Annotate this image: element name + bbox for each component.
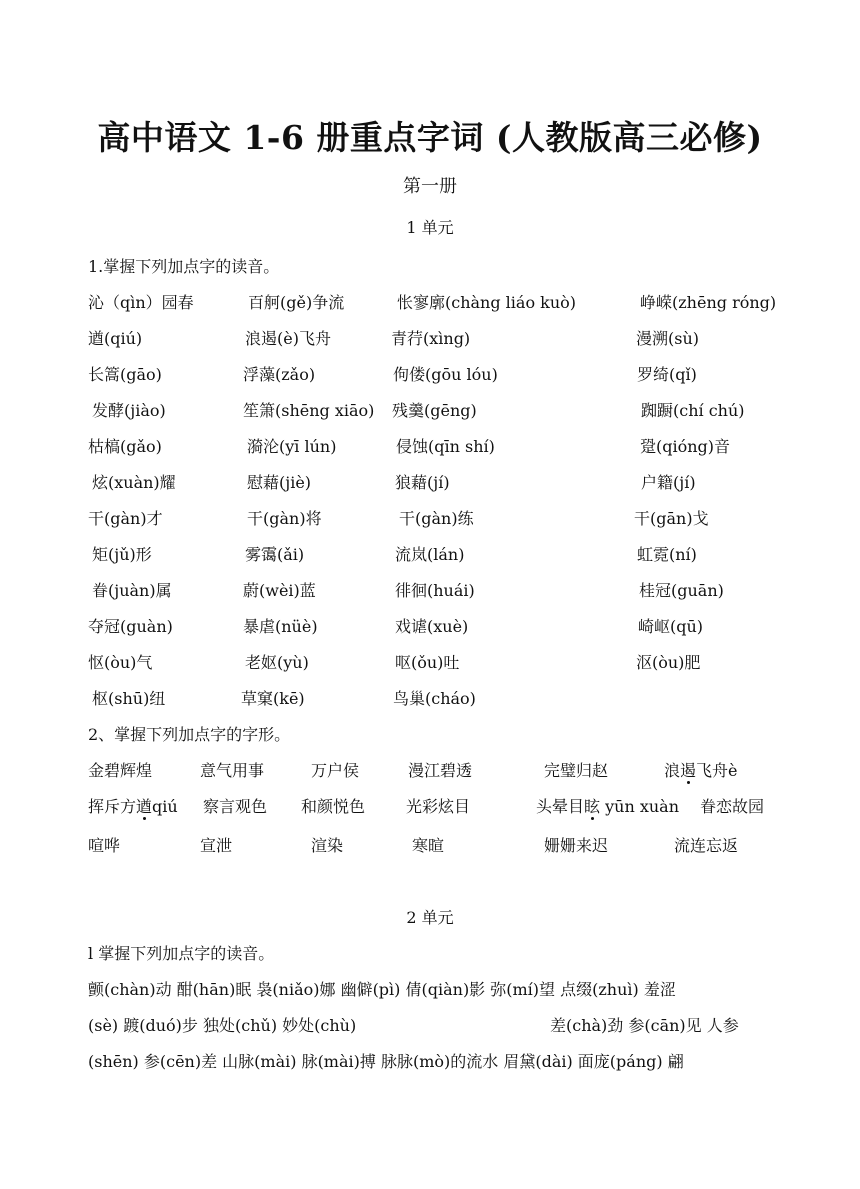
emphasis-dot-char: 眩 — [584, 797, 601, 816]
word-cell: 察言观色 — [203, 797, 268, 816]
word-cell: 干(gàn)练 — [399, 509, 474, 528]
word-cell: 戏谑(xuè) — [395, 617, 469, 636]
word-cell: 漫溯(sù) — [636, 329, 700, 348]
word-cell: 万户侯 — [311, 761, 360, 780]
word-cell: 暴虐(nüè) — [243, 617, 318, 636]
unit1-section1-heading: 1.掌握下列加点字的读音。 — [88, 257, 280, 276]
word-cell: 佝偻(gōu lóu) — [393, 365, 498, 384]
book-label: 第一册 — [403, 176, 457, 197]
glyph-row — [88, 833, 788, 857]
text-line: 颤(chàn)动 酣(hān)眠 袅(niǎo)娜 幽僻(pì) 倩(qiàn)影 弥(mí)望 点缀(zhuì) 羞涩 — [88, 980, 676, 999]
word-cell: 户籍(jí) — [641, 473, 696, 492]
pronunciation-row — [88, 362, 788, 386]
pronunciation-row — [88, 506, 788, 530]
word-cell: 残羹(gēng) — [392, 401, 477, 420]
word-cell: 侵蚀(qīn shí) — [396, 437, 495, 456]
word-cell: 徘徊(huái) — [395, 581, 475, 600]
word-cell: 百舸(gě)争流 — [248, 293, 345, 312]
word-cell: 流连忘返 — [674, 836, 739, 855]
word-cell: 眷恋故园 — [700, 797, 765, 816]
pronunciation-row — [88, 542, 788, 566]
word-cell: 草窠(kē) — [241, 689, 305, 708]
word-cell: 意气用事 — [200, 761, 265, 780]
word-cell: 笙箫(shēng xiāo) — [243, 401, 375, 420]
word-cell: 虹霓(ní) — [637, 545, 697, 564]
word-cell: 矩(jǔ)形 — [92, 545, 152, 564]
word-cell: 沤(òu)肥 — [636, 653, 701, 672]
pronunciation-row — [88, 686, 788, 710]
word-cell: 宣泄 — [200, 836, 233, 855]
text-line: (shēn) 参(cēn)差 山脉(mài) 脉(mài)搏 脉脉(mò)的流水 眉黛(dài) 面庞(páng) 翩 — [88, 1052, 684, 1071]
word-cell: 漪沦(yī lún) — [247, 437, 337, 456]
word-cell: 寒暄 — [412, 836, 445, 855]
unit1-label: 1 单元 — [406, 218, 454, 237]
word-cell: 慰藉(jiè) — [247, 473, 312, 492]
word-cell: 老妪(yù) — [245, 653, 309, 672]
pronunciation-row — [88, 434, 788, 458]
word-cell-dotted: 挥斥方遒qiú — [88, 797, 178, 816]
word-cell: 沁（qìn）园春 — [88, 293, 194, 312]
word-cell: 枯槁(gǎo) — [88, 437, 162, 456]
text-line: 差(chà)劲 参(cān)见 人参 — [550, 1016, 739, 1035]
word-cell: 光彩炫目 — [406, 797, 471, 816]
word-cell: 喧哗 — [88, 836, 121, 855]
word-cell: 浪遏(è)飞舟 — [245, 329, 331, 348]
word-cell: 长篙(gāo) — [88, 365, 162, 384]
word-cell: 干(gàn)将 — [247, 509, 322, 528]
word-cell: 狼藉(jí) — [395, 473, 450, 492]
word-cell: 干(gān)戈 — [634, 509, 709, 528]
word-cell: 浮藻(zǎo) — [243, 365, 316, 384]
word-cell: 干(gàn)才 — [88, 509, 163, 528]
unit1-section2-heading: 2、掌握下列加点字的字形。 — [88, 725, 291, 744]
word-cell: 和颜悦色 — [301, 797, 366, 816]
word-cell: 罗绮(qǐ) — [637, 365, 697, 384]
unit2-heading: l 掌握下列加点字的读音。 — [88, 944, 275, 963]
pronunciation-row — [88, 398, 788, 422]
word-cell: 青荇(xìng) — [391, 329, 471, 348]
word-cell-dotted: 浪遏飞舟è — [664, 761, 738, 780]
pronunciation-row — [88, 650, 788, 674]
glyph-row — [88, 794, 788, 818]
word-cell: 峥嵘(zhēng róng) — [640, 293, 777, 312]
word-cell: 鸟巢(cháo) — [393, 689, 476, 708]
word-cell: 呕(ǒu)吐 — [395, 653, 460, 672]
word-cell: 发酵(jiào) — [92, 401, 166, 420]
pronunciation-row — [88, 578, 788, 602]
pronunciation-row — [88, 290, 788, 314]
word-cell: 遒(qiú) — [88, 329, 143, 348]
document-title: 高中语文 1-6 册重点字词 (人教版高三必修) — [97, 118, 763, 157]
word-cell: 桂冠(guān) — [639, 581, 724, 600]
word-cell: 跫(qióng)音 — [640, 437, 731, 456]
word-cell: 漫江碧透 — [408, 761, 473, 780]
word-cell: 炫(xuàn)耀 — [92, 473, 176, 492]
emphasis-dot-char: 遒 — [136, 797, 153, 816]
unit2-label: 2 单元 — [406, 908, 454, 927]
word-cell: 枢(shū)纽 — [92, 689, 166, 708]
word-cell: 怄(òu)气 — [88, 653, 153, 672]
word-cell-dotted: 头晕目眩 yūn xuàn — [536, 797, 680, 816]
text-line: (sè) 踱(duó)步 独处(chǔ) 妙处(chù) — [88, 1016, 357, 1035]
word-cell: 眷(juàn)属 — [92, 581, 172, 600]
emphasis-dot-char: 遏 — [680, 761, 697, 780]
word-cell: 踟蹰(chí chú) — [641, 401, 745, 420]
pronunciation-row — [88, 614, 788, 638]
word-cell: 完璧归赵 — [544, 761, 609, 780]
pronunciation-row — [88, 326, 788, 350]
word-cell: 蔚(wèi)蓝 — [243, 581, 316, 600]
glyph-row — [88, 758, 788, 782]
word-cell: 崎岖(qū) — [638, 617, 704, 636]
word-cell: 怅寥廓(chàng liáo kuò) — [397, 293, 577, 312]
word-cell: 夺冠(guàn) — [88, 617, 173, 636]
word-cell: 雾霭(ǎi) — [245, 545, 305, 564]
word-cell: 姗姗来迟 — [544, 836, 609, 855]
word-cell: 金碧辉煌 — [88, 761, 153, 780]
pronunciation-row — [88, 470, 788, 494]
word-cell: 流岚(lán) — [395, 545, 465, 564]
word-cell: 渲染 — [311, 836, 344, 855]
